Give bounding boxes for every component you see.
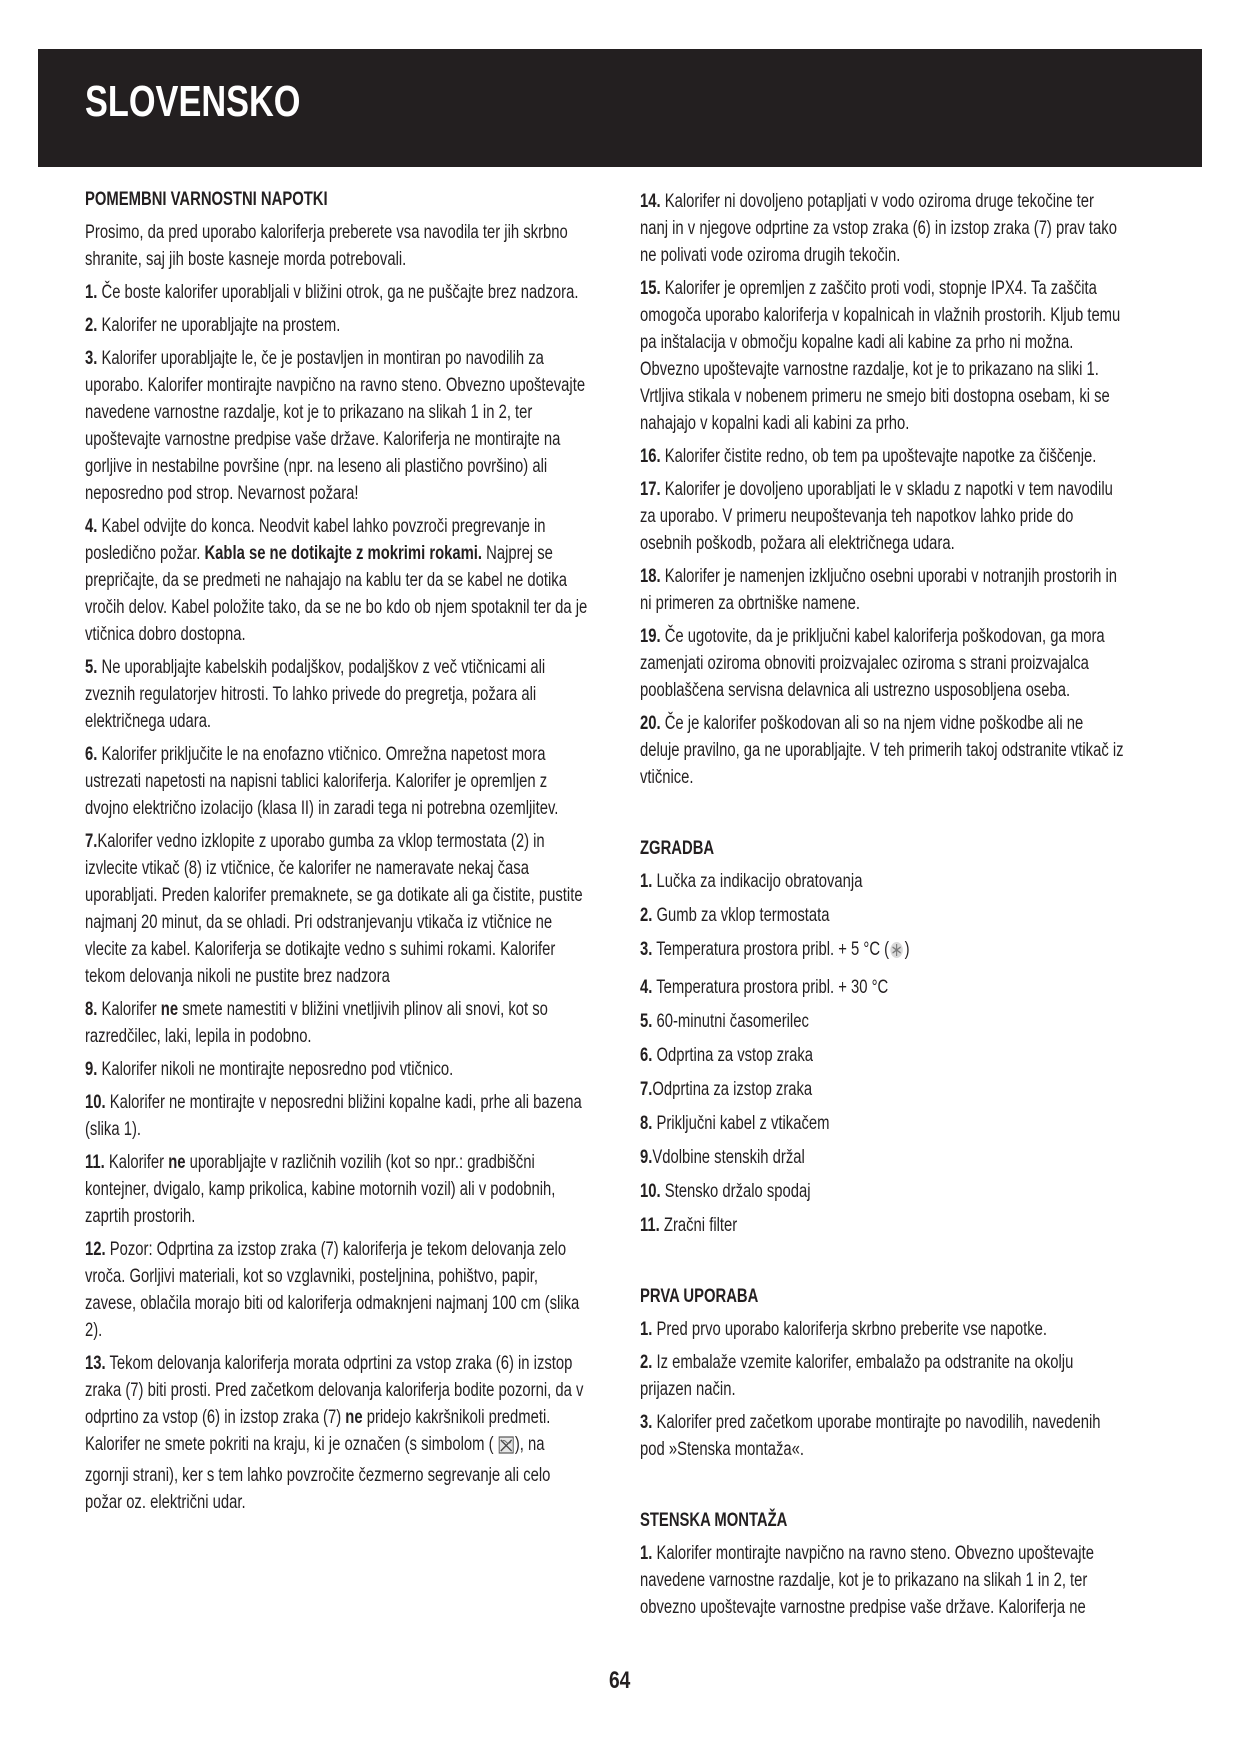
list-item [640,1008,1125,1035]
list-item [640,1076,1125,1103]
page-number: 64 [609,1667,631,1694]
text-run: Odprtina za vstop zraka [652,1045,814,1066]
section [640,188,1125,791]
text-run: Tekom delovanja kaloriferja morata odprtini za vstop zraka (6) in izstop zraka (7) biti prosti. Pred začetkom delovanja kaloriferja bodite pozorni, da v odprtino za vstop (6) in izstop zraka (7) [85,1353,584,1428]
instruction-paragraph [85,1350,588,1516]
text-run: Pozor: Odprtina za izstop zraka (7) kaloriferja je tekom delovanja zelo vroča. Gorljivi materiali, kot so vzglavniki, posteljnina, pohištvo, papir, zavese, oblačila morajo biti od kaloriferja odmaknjeni najmanj 100 cm (slika 2). [85,1239,580,1341]
text-run: Če ugotovite, da je priključni kabel kaloriferja poškodovan, ga mora zamenjati oziroma obnoviti proizvajalec oziroma s strani proizvajalca pooblaščena servisna delavnica ali ustrezno usposobljena oseba. [640,626,1105,701]
instruction-paragraph [640,1316,1125,1343]
text-run: Lučka za indikacijo obratovanja [652,871,863,892]
text-run: Temperatura prostora pribl. + 30 °C [652,977,889,998]
instruction-paragraph [85,1089,588,1143]
text-run: uporabljajte v različnih vozilih (kot so npr.: gradbiščni kontejner, dvigalo, kamp prikolica, kabine motornih vozil) ali v podobnih, zaprtih prostorih. [85,1152,556,1227]
item-number: 12. [85,1239,106,1260]
item-number: 10. [85,1092,106,1113]
list-item [640,902,1125,929]
text-run: Kalorifer ne montirajte v neposredni bližini kopalne kadi, prhe ali bazena (slika 1). [85,1092,582,1140]
text-run: Iz embalaže vzemite kalorifer, embalažo pa odstranite na okolju prijazen način. [640,1352,1074,1400]
text-run: Zračni filter [659,1215,738,1236]
text-run: Kabel odvijte do konca. Neodvit kabel lahko povzroči pregrevanje in posledično požar. [85,516,546,564]
item-number: 7. [85,831,98,852]
section-heading: PRVA UPORABA [640,1286,759,1307]
text-run: Kalorifer [104,1152,169,1173]
instruction-paragraph [85,279,588,306]
instruction-paragraph [85,219,588,273]
text-run: Vdolbine stenskih držal [652,1147,805,1168]
item-number: 2. [85,315,98,336]
text-run: Kalorifer priključite le na enofazno vtičnico. Omrežna napetost mora ustrezati napetosti na napisni tablici kaloriferja. Kalorifer je opremljen z dvojno električno izolacijo (klasa II) in zaradi tega ni potrebna ozemljitev. [85,744,559,819]
instruction-paragraph [85,1149,588,1230]
right-column [640,188,1125,1627]
text-run: Kalorifer vedno izklopite z uporabo gumba za vklop termostata (2) in izvlecite vtikač (8) iz vtičnice, če kalorifer ne nameravate nekaj časa uporabljati. Preden kalorifer premaknete, se ga dotikate ali ga čistite, pustite najmanj 20 minut, da se ohladi. Pri odstranjevanju vtikača iz vtičnice ne vlecite za kabel. Kaloriferja se dotikajte vedno s suhimi rokami. Kalorifer tekom delovanja nikoli ne pustite brez nadzora [85,831,583,987]
item-number: 11. [85,1152,105,1173]
left-column [85,186,588,1522]
text-run: Kalorifer čistite redno, ob tem pa upoštevajte napotke za čiščenje. [660,446,1097,467]
text-run: Prosimo, da pred uporabo kaloriferja preberete vsa navodila ter jih skrbno shranite, saj jih boste kasneje morda potrebovali. [85,222,568,270]
text-run: Pred prvo uporabo kaloriferja skrbno preberite vse napotke. [652,1319,1047,1340]
section [640,1283,1125,1463]
instruction-paragraph [85,1056,588,1083]
instruction-paragraph [640,1409,1125,1463]
item-number: 17. [640,479,661,500]
instruction-paragraph [85,741,588,822]
instruction-paragraph [640,1540,1125,1621]
item-number: 3. [640,1412,653,1433]
item-number: 1. [640,1543,653,1564]
section [640,835,1125,1239]
instruction-paragraph [640,275,1125,437]
text-run: smete namestiti v bližini vnetljivih plinov ali snovi, kot so razredčilec, laki, lepila in podobno. [85,999,548,1047]
item-number: 2. [640,1352,653,1373]
item-number: 9. [640,1147,653,1168]
instruction-paragraph [640,563,1125,617]
text-run: Kalorifer [97,999,161,1020]
item-number: 11. [640,1215,660,1236]
do-not-cover-icon [498,1435,514,1462]
item-number: 20. [640,713,661,734]
item-number: 10. [640,1181,661,1202]
item-number: 4. [85,516,98,537]
text-run: Kalorifer ne uporabljajte na prostem. [97,315,341,336]
instruction-paragraph [85,654,588,735]
item-number: 18. [640,566,661,587]
list-item [640,868,1125,895]
bold-text-run: ne [345,1407,363,1428]
text-run: Kalorifer je opremljen z zaščito proti vodi, stopnje IPX4. Ta zaščita omogoča uporabo kaloriferja v kopalnicah in vlažnih prostorih. Kljub temu pa inštalacija v območju kopalne kadi ali kabine za prho ni možna. Obvezno upoštevajte varnostne razdalje, kot je to prikazano na sliki 1. Vrtljiva stikala v nobenem primeru ne smejo biti dostopna osebam, ki se nahajajo v kopalni kadi ali kabini za prho. [640,278,1121,434]
item-number: 3. [640,939,653,960]
item-number: 1. [640,1319,653,1340]
item-number: 6. [85,744,98,765]
item-number: 14. [640,191,661,212]
list-item [640,1110,1125,1137]
instruction-paragraph [85,312,588,339]
item-number: 19. [640,626,661,647]
item-number: 15. [640,278,661,299]
text-run: Kalorifer je namenjen izključno osebni uporabi v notranjih prostorih in ni primeren za obrtniške namene. [640,566,1117,614]
text-run: Najprej se prepričajte, da se predmeti ne nahajajo na kablu ter da se kabel ne dotika vročih delov. Kabel položite tako, da se ne bo kdo ob njem spotaknil ter da je vtičnica dobro dostopna. [85,543,588,645]
list-item [640,1178,1125,1205]
item-number: 8. [640,1113,653,1134]
text-run: Kalorifer ni dovoljeno potapljati v vodo oziroma druge tekočine ter nanj in v njegove odprtine za vstop zraka (6) in izstop zraka (7) prav tako ne polivati vode oziroma drugih tekočin. [640,191,1117,266]
text-run: Temperatura prostora pribl. + 5 °C ( [652,939,890,960]
text-run: Stensko držalo spodaj [660,1181,811,1202]
list-item [640,936,1125,967]
instruction-paragraph [85,513,588,648]
item-number: 6. [640,1045,653,1066]
language-title: SLOVENSKO [85,77,301,126]
text-run: pridejo kakršnikoli predmeti. Kalorifer ne smete pokriti na kraju, ki je označen (s simbolom ( [85,1407,551,1455]
instruction-paragraph [640,1349,1125,1403]
item-number: 7. [640,1079,653,1100]
instruction-paragraph [640,623,1125,704]
instruction-paragraph [85,1236,588,1344]
bold-text-run: ne [160,999,179,1020]
text-run: Gumb za vklop termostata [652,905,830,926]
text-run: Odprtina za izstop zraka [652,1079,813,1100]
instruction-paragraph [85,345,588,507]
snowflake-icon [890,940,904,967]
text-run: Kalorifer uporabljajte le, če je postavljen in montiran po navodilih za uporabo. Kalorifer montirajte navpično na ravno steno. Obvezno upoštevajte navedene varnostne razdalje, kot je to prikazano na slikah 1 in 2, ter upoštevajte varnostne predpise vaše države. Kaloriferja ne montirajte na gorljive in nestabilne površine (npr. na leseno ali plastično površino) ali neposredno pod strop. Nevarnost požara! [85,348,586,504]
text-run: ) [904,939,910,960]
text-run: 60-minutni časomerilec [652,1011,809,1032]
list-item [640,1144,1125,1171]
text-run: ), na zgornji strani), ker s tem lahko povzročite čezmerno segrevanje ali celo požar oz. električni udar. [85,1434,551,1513]
item-number: 9. [85,1059,98,1080]
item-number: 5. [85,657,98,678]
text-run: Kalorifer nikoli ne montirajte neposredno pod vtičnico. [97,1059,454,1080]
bold-text-run: ne [168,1152,186,1173]
bold-text-run: Kabla se ne dotikajte z mokrimi rokami. [204,543,483,564]
item-number: 13. [85,1353,106,1374]
instruction-paragraph [640,476,1125,557]
item-number: 1. [85,282,98,303]
item-number: 8. [85,999,98,1020]
language-header-bar [38,49,1202,167]
section-heading: POMEMBNI VARNOSTNI NAPOTKI [85,189,328,210]
section-heading: STENSKA MONTAŽA [640,1510,788,1531]
item-number: 16. [640,446,661,467]
section [640,1507,1125,1621]
text-run: Kalorifer pred začetkom uporabe montirajte po navodilih, navedenih pod »Stenska montaža«. [640,1412,1101,1460]
instruction-paragraph [85,828,588,990]
item-number: 3. [85,348,98,369]
instruction-paragraph [640,443,1125,470]
section [85,186,588,1516]
item-number: 1. [640,871,653,892]
list-item [640,1212,1125,1239]
instruction-paragraph [640,710,1125,791]
item-number: 2. [640,905,653,926]
text-run: Kalorifer montirajte navpično na ravno steno. Obvezno upoštevajte navedene varnostne razdalje, kot je to prikazano na slikah 1 in 2, ter obvezno upoštevajte varnostne predpise vaše države. Kaloriferja ne [640,1543,1094,1618]
text-run: Kalorifer je dovoljeno uporabljati le v skladu z napotki v tem navodilu za uporabo. V primeru neupoštevanja teh napotkov lahko pride do osebnih poškodb, požara ali električnega udara. [640,479,1113,554]
item-number: 5. [640,1011,653,1032]
list-item [640,974,1125,1001]
text-run: Če boste kalorifer uporabljali v bližini otrok, ga ne puščajte brez nadzora. [97,282,579,303]
text-run: Če je kalorifer poškodovan ali so na njem vidne poškodbe ali ne deluje pravilno, ga ne uporabljajte. V teh primerih takoj odstranite vtikač iz vtičnice. [640,713,1124,788]
text-run: Priključni kabel z vtikačem [652,1113,830,1134]
instruction-paragraph [85,996,588,1050]
text-run: Ne uporabljajte kabelskih podaljškov, podaljškov z več vtičnicami ali zveznih regulatorjev hitrosti. To lahko privede do pregretja, požara ali električnega udara. [85,657,546,732]
list-item [640,1042,1125,1069]
item-number: 4. [640,977,653,998]
instruction-paragraph [640,188,1125,269]
section-heading: ZGRADBA [640,838,715,859]
